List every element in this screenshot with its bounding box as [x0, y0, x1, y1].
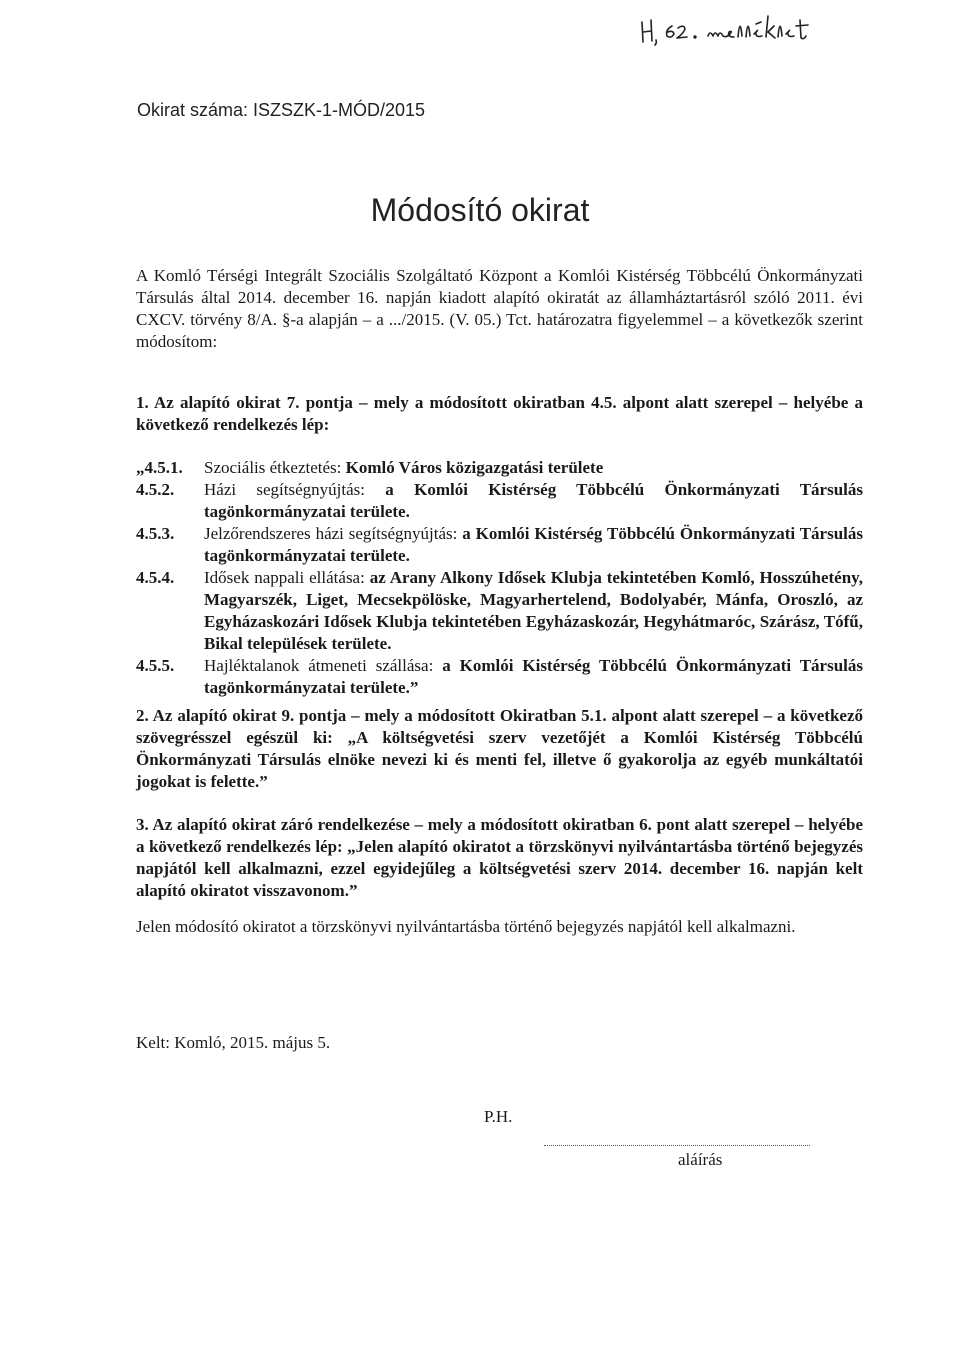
list-item-text: a Komlói Kistérség Többcélú Önkormányzati Társulás tagönkormányzatai területe.: [204, 480, 863, 521]
list-item-number: „4.5.1.: [136, 458, 183, 477]
seal-placeholder: P.H.: [484, 1107, 513, 1126]
signature-label: aláírás: [678, 1150, 723, 1169]
list-item-text: Komló Város közigazgatási területe: [345, 458, 604, 477]
list-item: [136, 567, 863, 655]
amendment-2-paragraph: 2. Az alapító okirat 9. pontja – mely a módosított Okiratban 5.1. alpont alatt szerepel – a következő szövegrésszel egészül ki: „A költségvetési szerv vezetőjét a Komlói Kistérség Többcélú Önkormányzati Társulás elnöke nevezi ki és menti fel, illetve ő gyakorolja az egyéb munkáltatói jogokat is felette.”: [136, 706, 863, 791]
signature-line: [544, 1145, 810, 1146]
list-item: [136, 523, 863, 567]
list-item-lead: Hajléktalanok átmeneti szállása:: [204, 656, 434, 675]
effective-date-paragraph: Jelen módosító okiratot a törzskönyvi nyilvántartásba történő bejegyzés napjától kell alkalmazni.: [136, 917, 796, 936]
service-area-list: [136, 457, 863, 699]
list-item-number: 4.5.2.: [136, 480, 175, 499]
document-title: Módosító okirat: [370, 192, 590, 228]
list-item-lead: Jelzőrendszeres házi segítségnyújtás:: [204, 524, 458, 543]
list-item-text: az Arany Alkony Idősek Klubja tekintetében Komló, Hosszúhetény, Magyarszék, Liget, Mecsekpölöske, Magyarhertelend, Bodolyabér, Mánfa, Oroszló, az Egyházaskozári Idősek Klubja tekintetében Egyházaskozár, Hegyhátmaróc, Szárász, Tófű, Bikal települések területe.: [204, 568, 863, 653]
list-item-number: 4.5.5.: [136, 656, 175, 675]
list-item-lead: Házi segítségnyújtás:: [204, 480, 365, 499]
list-item: [136, 457, 863, 479]
date-place-line: Kelt: Komló, 2015. május 5.: [136, 1033, 331, 1052]
list-item-number: 4.5.4.: [136, 568, 175, 587]
amendment-1-paragraph: 1. Az alapító okirat 7. pontja – mely a módosított okiratban 4.5. alpont alatt szerepel – helyébe a következő rendelkezés lép:: [136, 393, 863, 434]
list-item-text: a Komlói Kistérség Többcélú Önkormányzati Társulás tagönkormányzatai területe.: [204, 524, 863, 565]
intro-paragraph: A Komló Térségi Integrált Szociális Szolgáltató Központ a Komlói Kistérség Többcélú Önkormányzati Társulás által 2014. december 16. napján kiadott alapító okiratát az államháztartásról szóló 2011. évi CXCV. törvény 8/A. §-a alapján – a .../2015. (V. 05.) Tct. határozatra figyelemmel – a következők szerint módosítom:: [136, 266, 863, 351]
document-number: Okirat száma: ISZSZK-1-MÓD/2015: [137, 100, 426, 120]
amendment-3-paragraph: 3. Az alapító okirat záró rendelkezése – mely a módosított okiratban 6. pont alatt szerepel – helyébe a következő rendelkezés lép: „Jelen alapító okiratot a törzskönyvi nyilvántartásba történő bejegyzés napjától kell alkalmazni, ezzel egyidejűleg a költségvetési szerv 2014. december 16. napján kelt alapító okiratot visszavonom.”: [136, 815, 863, 900]
list-item: [136, 655, 863, 699]
list-item: [136, 479, 863, 523]
list-item-text: a Komlói Kistérség Többcélú Önkormányzati Társulás tagönkormányzatai területe.”: [204, 656, 864, 697]
list-item-lead: Idősek nappali ellátása:: [204, 568, 365, 587]
handwritten-annotation: [638, 10, 878, 50]
list-item-number: 4.5.3.: [136, 524, 175, 543]
list-item-lead: Szociális étkeztetés:: [204, 458, 342, 477]
